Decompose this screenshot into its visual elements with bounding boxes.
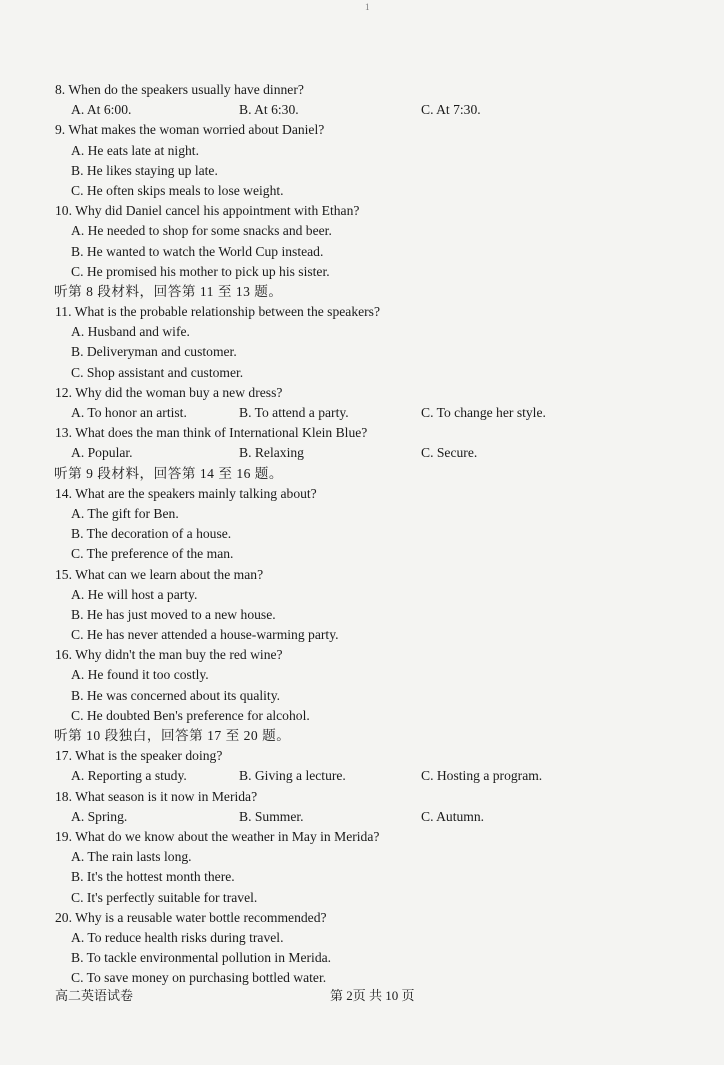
question-16-stem: 16. Why didn't the man buy the red wine? (55, 647, 283, 663)
question-16-option-c: C. He doubted Ben's preference for alcohol. (71, 707, 310, 723)
question-9-option-a: A. He eats late at night. (71, 142, 199, 158)
question-9-option-c: C. He often skips meals to lose weight. (71, 182, 284, 198)
question-11-stem: 11. What is the probable relationship between the speakers? (55, 304, 381, 320)
question-19-option-b: B. It's the hottest month there. (71, 869, 235, 885)
question-18-stem: 18. What season is it now in Merida? (55, 788, 258, 804)
question-14-option-c: C. The preference of the man. (71, 546, 234, 562)
question-18-option-a: A. Spring. (71, 808, 128, 824)
question-15-stem: 15. What can we learn about the man? (55, 566, 264, 582)
question-14-option-b: B. The decoration of a house. (71, 526, 232, 542)
question-10-option-b: B. He wanted to watch the World Cup instead. (71, 243, 324, 259)
section-10-instruction: 听第 10 段独白，回答第 17 至 20 题。 (54, 728, 291, 743)
question-8-option-b: B. At 6:30. (239, 102, 299, 118)
question-13-option-b: B. Relaxing (239, 445, 304, 461)
question-19-option-c: C. It's perfectly suitable for travel. (71, 889, 258, 905)
question-19-stem: 19. What do we know about the weather in May in Merida? (55, 828, 380, 844)
question-17-option-c: C. Hosting a program. (421, 768, 543, 784)
question-13-option-c: C. Secure. (421, 445, 478, 461)
questions-body (0, 80, 724, 988)
question-17-option-b: B. Giving a lecture. (239, 768, 346, 784)
question-18-options (0, 807, 724, 827)
section-8-instruction: 听第 8 段材料，回答第 11 至 13 题。 (54, 283, 283, 299)
question-11-option-a: A. Husband and wife. (71, 324, 190, 340)
question-15-option-b: B. He has just moved to a new house. (71, 606, 276, 622)
question-15-option-c: C. He has never attended a house-warming party. (71, 627, 339, 643)
page-top-mark: 1 (365, 2, 370, 12)
section-9-instruction: 听第 9 段材料，回答第 14 至 16 题。 (54, 465, 283, 481)
question-12-stem: 12. Why did the woman buy a new dress? (55, 384, 283, 400)
question-13-stem: 13. What does the man think of International Klein Blue? (55, 425, 368, 441)
question-16-option-b: B. He was concerned about its quality. (71, 687, 281, 703)
question-19-option-a: A. The rain lasts long. (71, 849, 192, 865)
question-15-option-a: A. He will host a party. (71, 586, 198, 602)
question-10-option-c: C. He promised his mother to pick up his sister. (71, 263, 330, 279)
footer-page-number: 第 2页 共 10 页 (330, 988, 415, 1003)
question-17-stem: 17. What is the speaker doing? (55, 748, 223, 764)
question-16-option-a: A. He found it too costly. (71, 667, 209, 683)
question-11-option-c: C. Shop assistant and customer. (71, 364, 244, 380)
question-17-options (0, 766, 724, 786)
question-20-stem: 20. Why is a reusable water bottle recommended? (55, 909, 327, 925)
footer-exam-title: 高二英语试卷 (55, 988, 134, 1003)
question-12-option-b: B. To attend a party. (239, 405, 349, 420)
question-12-option-c: C. To change her style. (421, 405, 546, 420)
question-20-option-c: C. To save money on purchasing bottled water. (71, 970, 327, 986)
question-14-option-a: A. The gift for Ben. (71, 505, 179, 521)
question-20-option-a: A. To reduce health risks during travel. (71, 929, 284, 945)
question-9-stem: 9. What makes the woman worried about Daniel? (55, 122, 325, 138)
question-10-option-a: A. He needed to shop for some snacks and beer. (71, 223, 332, 239)
question-13-option-a: A. Popular. (71, 445, 133, 461)
question-18-option-b: B. Summer. (239, 808, 304, 824)
question-18-option-c: C. Autumn. (421, 808, 485, 824)
question-8-options (0, 100, 724, 120)
question-13-options (0, 443, 724, 463)
question-8-stem: 8. When do the speakers usually have dinner? (55, 82, 304, 97)
question-8-option-a: A. At 6:00. (71, 102, 132, 118)
question-9-option-b: B. He likes staying up late. (71, 162, 218, 178)
question-14-stem: 14. What are the speakers mainly talking about? (55, 485, 317, 501)
question-20-option-b: B. To tackle environmental pollution in Merida. (71, 950, 332, 966)
question-10-stem: 10. Why did Daniel cancel his appointment with Ethan? (55, 203, 360, 219)
question-11-option-b: B. Deliveryman and customer. (71, 344, 237, 360)
question-12-options (0, 403, 724, 423)
question-8-option-c: C. At 7:30. (421, 102, 481, 118)
question-17-option-a: A. Reporting a study. (71, 768, 187, 784)
question-12-option-a: A. To honor an artist. (71, 405, 187, 420)
